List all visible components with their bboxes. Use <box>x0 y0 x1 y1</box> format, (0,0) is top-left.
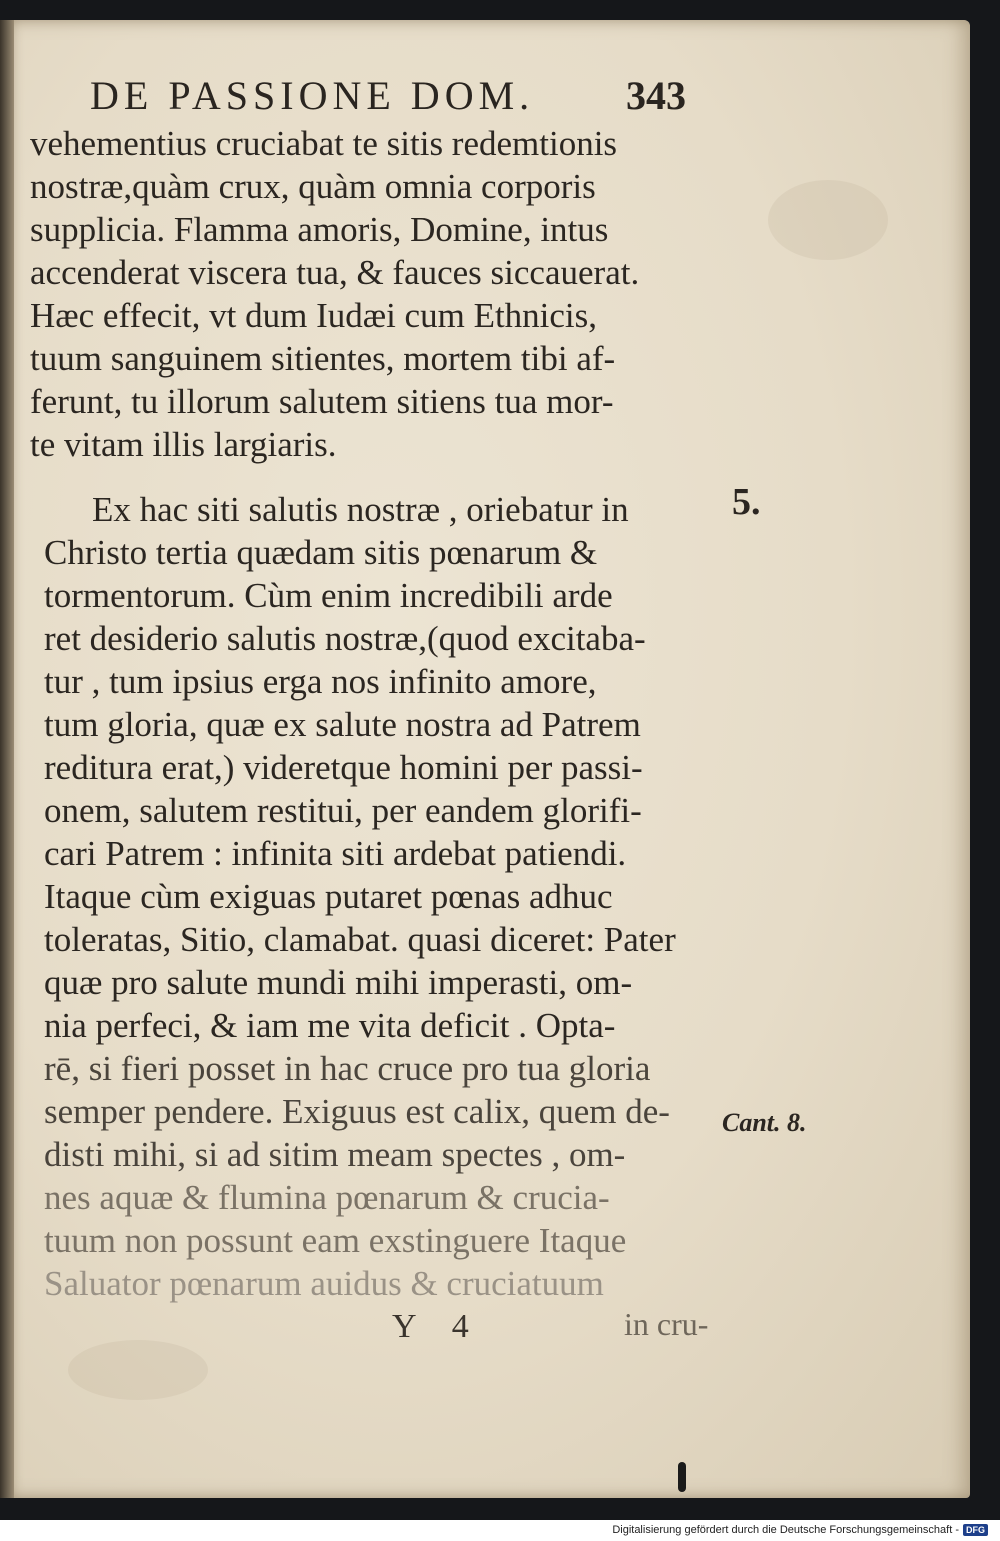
text-line: cari Patrem : infinita siti ardebat patiendi. <box>44 834 627 873</box>
running-title: DE PASSIONE DOM. <box>90 73 535 118</box>
text-line: onem, salutem restitui, per eandem glorifi- <box>44 791 642 830</box>
paper-stain <box>68 1340 208 1400</box>
page-gutter <box>0 20 14 1498</box>
text-line: tormentorum. Cùm enim incredibili arde <box>44 576 613 615</box>
credit-text: Digitalisierung gefördert durch die Deutsche Forschungsgemeinschaft - <box>612 1524 959 1536</box>
text-line: ret desiderio salutis nostræ,(quod excitaba- <box>44 619 646 658</box>
text-line: accenderat viscera tua, & fauces siccauerat. <box>30 253 640 292</box>
text-line: vehementius cruciabat te sitis redemtionis <box>30 124 618 163</box>
paper-stain <box>768 180 888 260</box>
text-line: disti mihi, si ad sitim meam spectes , om- <box>44 1135 626 1174</box>
text-line: quæ pro salute mundi mihi imperasti, om- <box>44 963 633 1002</box>
text-line: Saluator pœnarum auidus & cruciatuum <box>44 1264 604 1303</box>
catchword: in cru- <box>624 1306 709 1342</box>
dfg-logo: DFG <box>963 1524 988 1536</box>
marginal-reference: Cant. 8. <box>722 1108 807 1137</box>
bookmark-ribbon <box>678 1462 686 1492</box>
digitization-credit <box>612 1524 988 1536</box>
text-line: Hæc effecit, vt dum Iudæi cum Ethnicis, <box>30 296 598 335</box>
text-line: tuum sanguinem sitientes, mortem tibi af- <box>30 339 616 378</box>
page-number: 343 <box>626 73 686 118</box>
text-line: rē, si fieri posset in hac cruce pro tua gloria <box>44 1049 651 1088</box>
text-line: te vitam illis largiaris. <box>30 425 337 464</box>
text-line: Itaque cùm exiguas putaret pœnas adhuc <box>44 877 613 916</box>
text-line: Ex hac siti salutis nostræ , oriebatur in <box>92 490 629 529</box>
text-line: nes aquæ & flumina pœnarum & crucia- <box>44 1178 610 1217</box>
text-line: tur , tum ipsius erga nos infinito amore, <box>44 662 597 701</box>
text-line: Christo tertia quædam sitis pœnarum & <box>44 533 598 572</box>
text-line: tuum non possunt eam exstinguere Itaque <box>44 1221 627 1260</box>
marginal-section-number: 5. <box>732 481 761 523</box>
text-line: toleratas, Sitio, clamabat. quasi diceret: Pater <box>44 920 676 959</box>
text-line: semper pendere. Exiguus est calix, quem de- <box>44 1092 670 1131</box>
text-line: reditura erat,) videretque homini per passi- <box>44 748 643 787</box>
text-line: nostræ,quàm crux, quàm omnia corporis <box>30 167 596 206</box>
text-line: supplicia. Flamma amoris, Domine, intus <box>30 210 609 249</box>
running-header <box>90 58 690 118</box>
text-line: nia perfeci, & iam me vita deficit . Opta- <box>44 1006 616 1045</box>
text-line: tum gloria, quæ ex salute nostra ad Patrem <box>44 705 641 744</box>
text-line: ferunt, tu illorum salutem sitiens tua mor- <box>30 382 614 421</box>
signature-mark: Y 4 <box>392 1308 483 1345</box>
